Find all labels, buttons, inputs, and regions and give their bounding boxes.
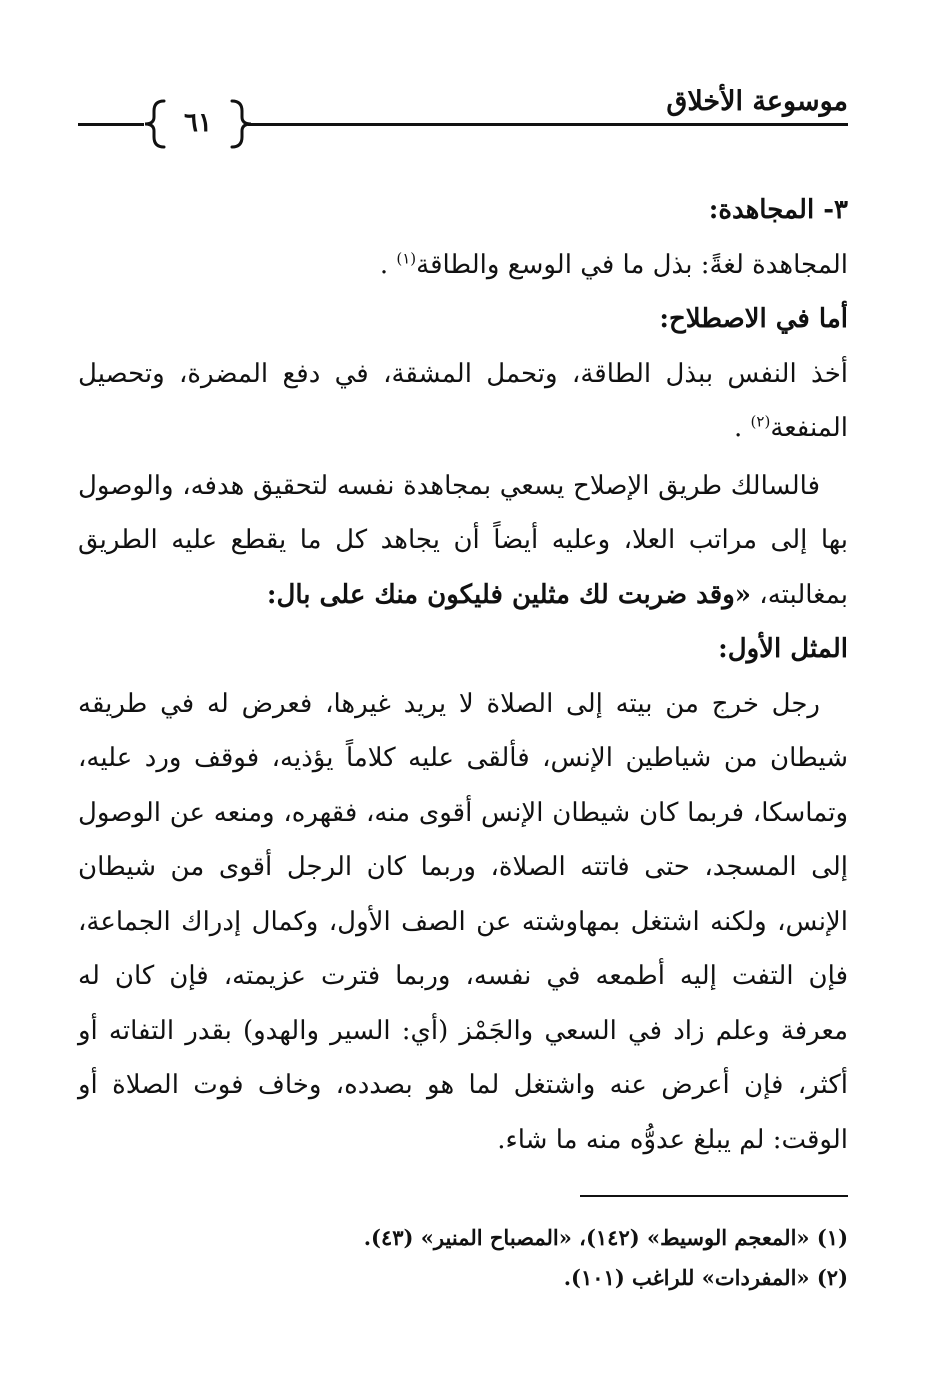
- first-example-heading: المثل الأول:: [718, 634, 848, 664]
- section-heading: ٣- المجاهدة:: [708, 195, 848, 225]
- technical-definition-end: .: [734, 413, 743, 443]
- running-header: [78, 78, 848, 138]
- book-page: [78, 0, 848, 1391]
- paragraph-seeker-text: فالسالك طريق الإصلاح يسعي بمجاهدة نفسه لتحقيق هدفه، والوصول بها إلى مراتب العلا، وعليه أيضاً أن يجاهد كل ما يقطع عليه الطريق بمغالبته،: [78, 470, 848, 610]
- footnote-ref-1: (١): [396, 248, 417, 267]
- linguistic-definition-text: المجاهدة لغةً: بذل ما في الوسع والطاقة: [416, 249, 848, 280]
- footnote-separator: [580, 1195, 848, 1197]
- running-title: موسوعة الأخلاق: [666, 86, 848, 117]
- header-rule-left: [78, 123, 144, 126]
- footnote-1: (١) «المعجم الوسيط» (١٤٢)، «المصباح المنير» (٤٣).: [363, 1225, 848, 1250]
- page-number: ٦١: [184, 108, 212, 138]
- technical-definition-heading: أما في الاصطلاح:: [659, 304, 848, 334]
- first-example-paragraph: رجل خرج من بيته إلى الصلاة لا يريد غيرها، فعرض له في طريقه شيطان من شياطين الإنس، فألقى عليه كلاماً يؤذيه، فوقف ورد عليه، وتماسكا، فربما كان شيطان الإنس أقوى منه، فقهره، ومنعه عن الوصول إلى المسجد، حتى فاتته الصلاة، وربما كان الرجل أقوى من شيطان الإنس، ولكنه اشتغل بمهاوشته عن الصف الأول، وكمال إدراك الجماعة، فإن التفت إليه أطمعه في نفسه، وربما فترت عزيمته، فإن كان له معرفة وعلم زاد في السعي والجَمْز (أي: السير والهدو) بقدر التفاته أو أكثر، فإن أعرض عنه واشتغل لما هو بصدده، وخاف فوت الصلاة أو الوقت: لم يبلغ عدوُّه منه ما شاء.: [78, 688, 848, 1155]
- linguistic-definition: [78, 238, 848, 293]
- main-text: [78, 183, 848, 1167]
- technical-definition-text: أخذ النفس ببذل الطاقة، وتحمل المشقة، في دفع المضرة، وتحصيل المنفعة: [78, 358, 848, 443]
- footnote-2: (٢) «المفردات» للراغب (١٠١).: [563, 1265, 848, 1290]
- linguistic-definition-end: .: [379, 249, 389, 280]
- paragraph-seeker-quote: «وقد ضربت لك مثلين فليكون منك على بال:: [266, 579, 752, 610]
- paragraph-seeker: [78, 459, 848, 623]
- technical-definition: [78, 347, 848, 456]
- header-rule-right: [248, 123, 848, 126]
- page-number-ornament: [142, 98, 254, 150]
- footnote-ref-2: (٢): [750, 412, 771, 431]
- footnotes: [78, 1218, 848, 1298]
